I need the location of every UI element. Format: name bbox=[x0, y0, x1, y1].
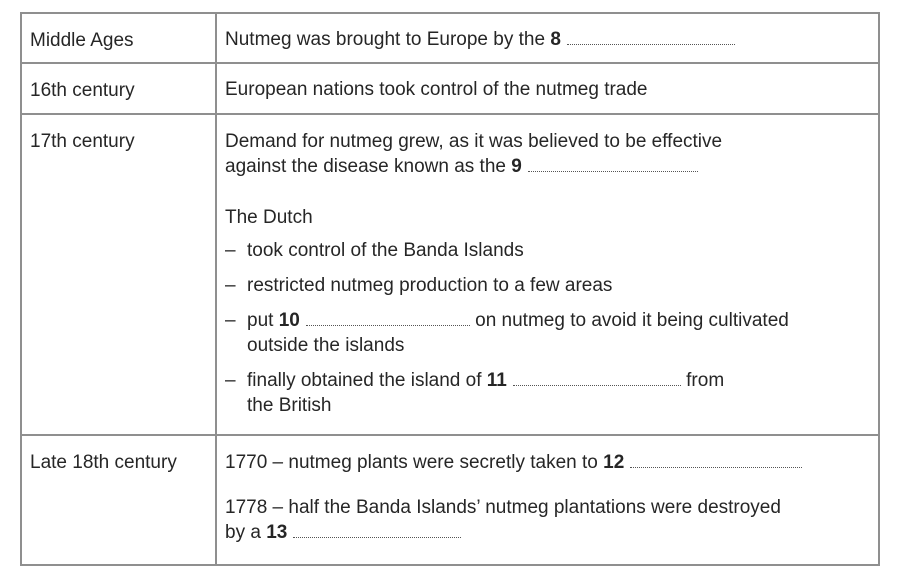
list-item-text: restricted nutmeg production to a few areas bbox=[247, 275, 613, 296]
dash-marker: – bbox=[225, 370, 236, 391]
table-row bbox=[21, 13, 879, 63]
list-item bbox=[225, 273, 868, 298]
period-label: 16th century bbox=[30, 80, 135, 101]
dutch-heading: The Dutch bbox=[225, 207, 313, 228]
row-text-line bbox=[225, 450, 868, 475]
row-text: European nations took control of the nutmeg trade bbox=[225, 79, 648, 100]
list-item-text: the British bbox=[247, 395, 332, 416]
row-text: against the disease known as the bbox=[225, 156, 506, 177]
answer-blank[interactable] bbox=[293, 523, 461, 538]
period-cell bbox=[21, 114, 216, 435]
answer-blank[interactable] bbox=[513, 371, 681, 386]
content-cell bbox=[216, 435, 879, 565]
question-number: 13 bbox=[266, 522, 288, 543]
period-cell bbox=[21, 63, 216, 114]
row-content bbox=[217, 14, 878, 52]
dash-marker: – bbox=[225, 240, 236, 261]
question-number: 11 bbox=[486, 370, 507, 391]
list-item-text: put bbox=[247, 310, 274, 331]
table-row bbox=[21, 435, 879, 565]
row-text: Nutmeg was brought to Europe by the bbox=[225, 29, 546, 50]
period-cell bbox=[21, 435, 216, 565]
list-item bbox=[225, 238, 868, 263]
question-number: 8 bbox=[550, 29, 561, 50]
list-item bbox=[225, 368, 868, 418]
dutch-actions-list bbox=[225, 238, 868, 418]
question-number: 10 bbox=[278, 310, 300, 331]
content-cell bbox=[216, 114, 879, 435]
answer-blank[interactable] bbox=[306, 311, 470, 326]
list-item-text: from bbox=[686, 370, 725, 391]
content-cell bbox=[216, 63, 879, 114]
row-content bbox=[217, 436, 878, 545]
list-item-text: finally obtained the island of bbox=[247, 370, 482, 391]
answer-blank[interactable] bbox=[528, 157, 698, 172]
row-content bbox=[217, 64, 878, 102]
list-item bbox=[225, 308, 868, 358]
row-text: 1770 – nutmeg plants were secretly taken to bbox=[225, 452, 598, 473]
answer-blank[interactable] bbox=[567, 30, 735, 45]
row-content bbox=[217, 115, 878, 418]
list-item-text: took control of the Banda Islands bbox=[247, 240, 524, 261]
row-text-line: 1778 – half the Banda Islands’ nutmeg plantations were destroyed bbox=[225, 497, 781, 518]
table-row bbox=[21, 63, 879, 114]
dash-marker: – bbox=[225, 310, 236, 331]
period-label: 17th century bbox=[30, 131, 135, 152]
period-label: Middle Ages bbox=[30, 30, 134, 51]
question-number: 12 bbox=[603, 452, 625, 473]
answer-blank[interactable] bbox=[630, 453, 802, 468]
row-text-line bbox=[225, 154, 868, 179]
row-text-line bbox=[225, 520, 868, 545]
row-text-line: Demand for nutmeg grew, as it was believed to be effective bbox=[225, 131, 723, 152]
period-label: Late 18th century bbox=[30, 452, 177, 473]
dash-marker: – bbox=[225, 275, 236, 296]
list-item-text: outside the islands bbox=[247, 335, 405, 356]
table-row bbox=[21, 114, 879, 435]
nutmeg-timeline-table bbox=[20, 12, 880, 566]
question-number: 9 bbox=[511, 156, 522, 177]
list-item-text: on nutmeg to avoid it being cultivated bbox=[475, 310, 789, 331]
row-text: by a bbox=[225, 522, 261, 543]
period-cell bbox=[21, 13, 216, 63]
content-cell bbox=[216, 13, 879, 63]
